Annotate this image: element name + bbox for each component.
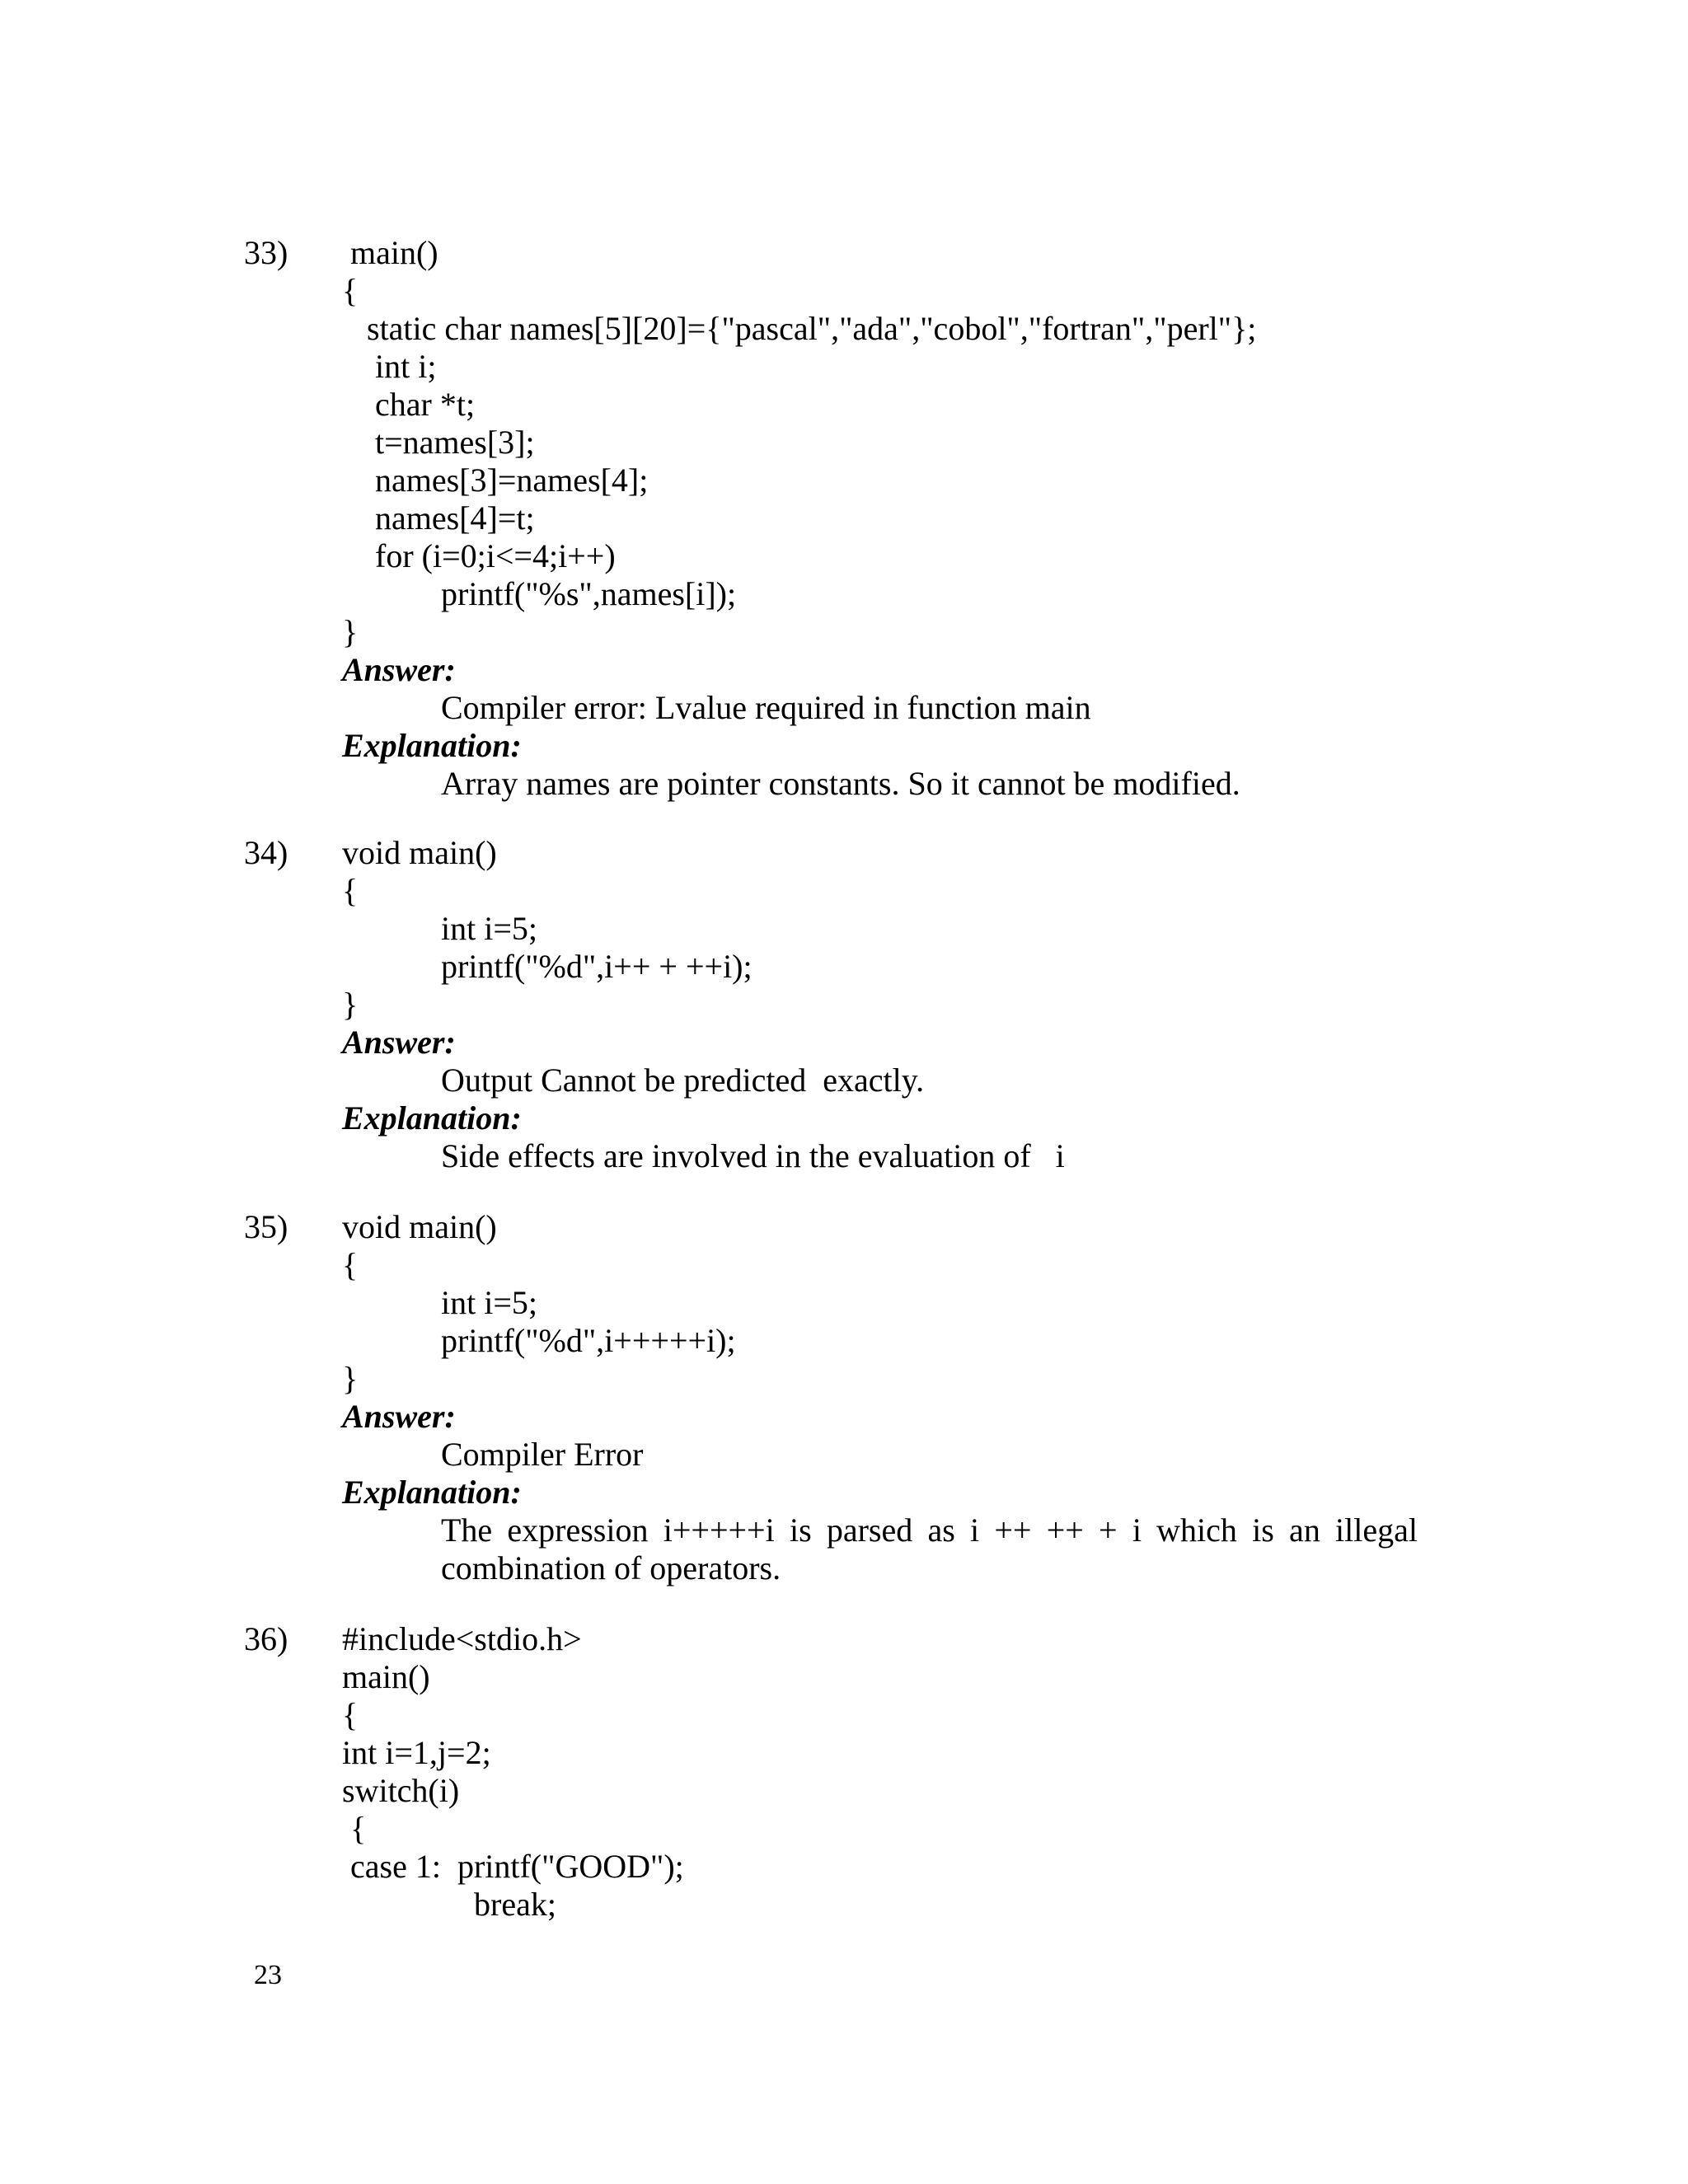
code-line: int i=5;: [441, 910, 538, 947]
answer-text: Output Cannot be predicted exactly.: [441, 1062, 925, 1099]
code-line: {: [342, 1696, 359, 1733]
code-line: printf("%d",i++ + ++i);: [441, 948, 753, 985]
code-line: main(): [350, 234, 438, 271]
code-line: {: [350, 1810, 367, 1847]
question-number: 33): [244, 234, 288, 271]
code-line: t=names[3];: [375, 424, 535, 461]
code-line: printf("%d",i+++++i);: [441, 1322, 736, 1359]
code-line: }: [342, 1360, 359, 1397]
code-line: {: [342, 272, 359, 309]
question-number: 36): [244, 1620, 288, 1657]
explanation-text: Array names are pointer constants. So it cannot be modified.: [441, 765, 1240, 802]
code-line: printf("%s",names[i]);: [441, 575, 737, 612]
code-line: }: [342, 613, 359, 650]
explanation-label: Explanation:: [342, 727, 522, 764]
question-number: 35): [244, 1208, 288, 1245]
explanation-label: Explanation:: [342, 1099, 522, 1137]
code-line: int i=5;: [441, 1284, 538, 1321]
code-line: break;: [474, 1886, 556, 1923]
answer-label: Answer:: [342, 1024, 456, 1061]
code-line: void main(): [342, 1208, 497, 1245]
code-line: static char names[5][20]={"pascal","ada","cobol","fortran","perl"};: [367, 310, 1257, 347]
explanation-label: Explanation:: [342, 1474, 522, 1511]
code-line: case 1: printf("GOOD");: [350, 1848, 684, 1885]
code-line: for (i=0;i<=4;i++): [375, 537, 616, 574]
page-number: 23: [254, 1960, 282, 1990]
code-line: }: [342, 986, 359, 1023]
code-line: #include<stdio.h>: [342, 1620, 582, 1657]
code-line: void main(): [342, 834, 497, 871]
code-line: {: [342, 872, 359, 909]
code-line: names[3]=names[4];: [375, 462, 649, 499]
code-line: main(): [342, 1658, 430, 1695]
code-line: {: [342, 1246, 359, 1283]
answer-label: Answer:: [342, 1398, 456, 1435]
answer-text: Compiler Error: [441, 1436, 644, 1473]
code-line: names[4]=t;: [375, 499, 535, 537]
code-line: int i=1,j=2;: [342, 1734, 491, 1771]
explanation-text: The expression i+++++i is parsed as i ++ ++ + i which is an illegal combination of operators.: [441, 1511, 1418, 1586]
explanation-text: Side effects are involved in the evaluation of i: [441, 1137, 1065, 1174]
answer-label: Answer:: [342, 651, 456, 688]
code-line: switch(i): [342, 1772, 460, 1809]
question-number: 34): [244, 834, 288, 871]
code-line: char *t;: [375, 386, 476, 423]
answer-text: Compiler error: Lvalue required in function main: [441, 689, 1091, 726]
code-line: int i;: [375, 348, 437, 385]
